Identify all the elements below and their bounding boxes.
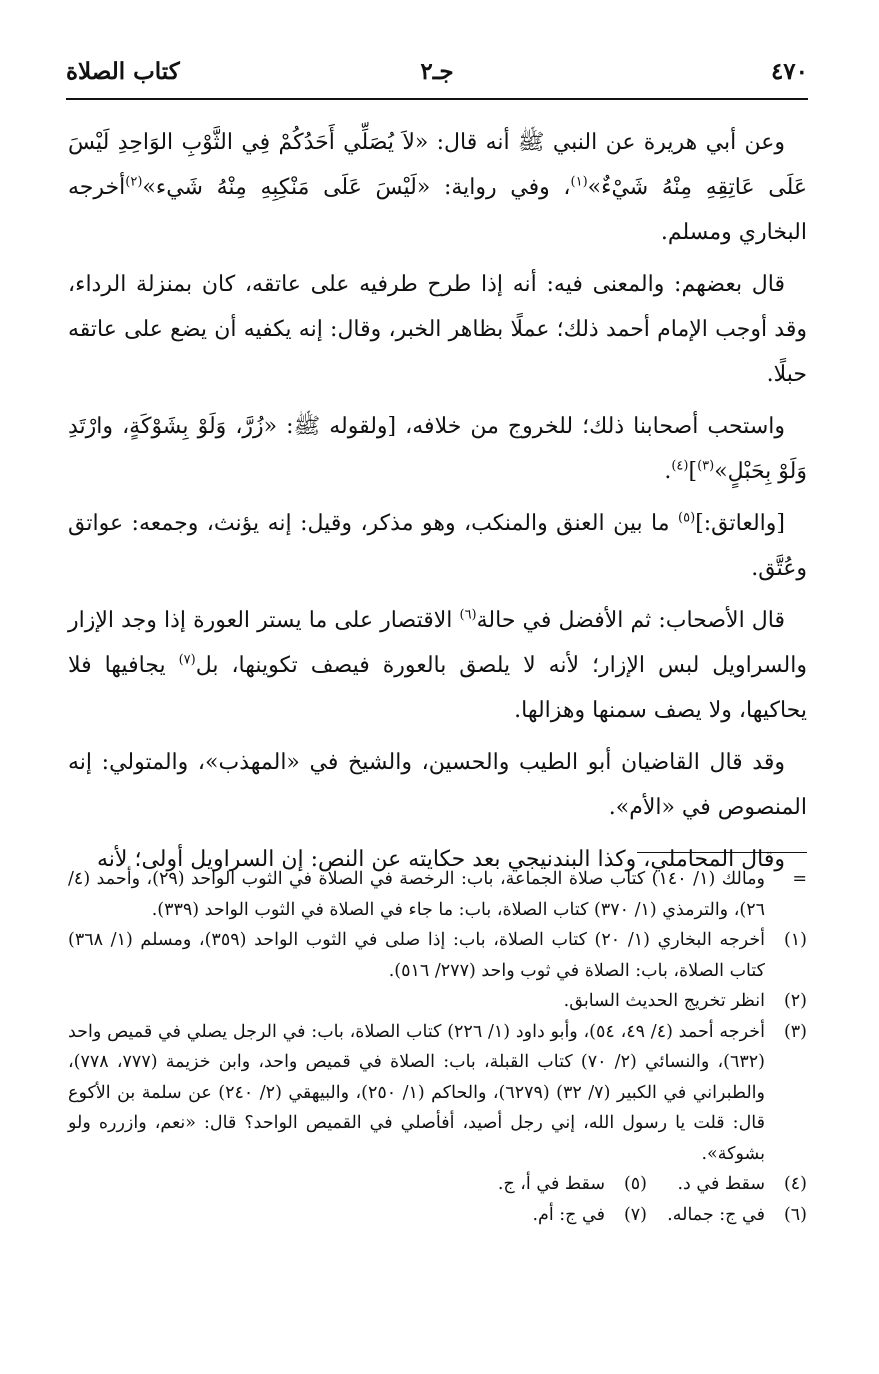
paragraph-text: ، وفي رواية: «لَيْسَ عَلَى مَنْكِبِهِ مِنْهُ شَيء»: [142, 175, 571, 200]
footnote-pair-4-5: [68, 1169, 807, 1200]
footnote-text: أخرجه البخاري (١/ ٢٠) كتاب الصلاة، باب: إذا صلى في الثوب الواحد (٣٥٩)، ومسلم (١/ ٣٦٨) كتاب الصلاة، باب: الصلاة في ثوب واحد (٢٧٧/ ٥١٦).: [68, 930, 765, 981]
paragraph-5: [68, 598, 807, 733]
footnote-2: [68, 986, 807, 1017]
running-header: [66, 58, 808, 96]
footnote-text: أخرجه أحمد (٤/ ٤٩، ٥٤)، وأبو داود (١/ ٢٢٦) كتاب الصلاة، باب: في الرجل يصلي في قميص واحد (٦٣٢)، والنسائي (٢/ ٧٠) كتاب القبلة، باب: الصلاة في قميص واحد، وابن خزيمة (٧٧٧، ٧٧٨)، والطبراني في الكبير (٧/ ٣٢) (٦٢٧٩)، والحاكم (١/ ٢٥٠)، والبيهقي (٢/ ٢٤٠) عن سلمة بن الأكوع قال: قلت يا رسول الله، إني رجل أصيد، أفأصلي في القميص الواحد؟ قال: «نعم، وازرره ولو بشوكة».: [68, 1021, 765, 1164]
page-number: ٤٧٠: [770, 58, 808, 85]
paragraph-text: وقد قال القاضيان أبو الطيب والحسين، والشيخ في «المهذب»، والمتولي: إنه المنصوص في «الأم».: [68, 750, 807, 820]
footnote-number: (١): [783, 930, 807, 950]
continuation-mark: =: [792, 869, 807, 889]
footnote-text: ومالك (١/ ١٤٠) كتاب صلاة الجماعة، باب: الرخصة في الصلاة في الثوب الواحد (٢٩)، وأحمد (٤/ ٢٦)، والترمذي (١/ ٣٧٠) كتاب الصلاة، باب: ما جاء في الصلاة في الثوب الواحد (٣٣٩).: [68, 869, 765, 920]
paragraph-6: [68, 740, 807, 830]
footnote-continuation: [68, 864, 807, 925]
paragraph-text: أخرجه البخاري ومسلم.: [68, 175, 807, 245]
paragraph-3: [68, 404, 807, 494]
paragraph-text: .: [664, 459, 672, 484]
footnote-pair-6-7: [68, 1200, 807, 1231]
paragraph-text: الاقتصار على ما يستر العورة إذا وجد الإزار والسراويل لبس الإزار؛ لأنه لا يلصق بالعورة فيصف تكوينها، بل: [68, 608, 807, 678]
paragraph-text: يجافيها فلا يحاكيها، ولا يصف سمنها وهزالها.: [68, 653, 807, 723]
paragraph-text: ]: [688, 459, 698, 484]
paragraph-4: [68, 501, 807, 591]
footnote-number: (٦): [783, 1204, 807, 1225]
footnote-text: في ج: جماله.: [667, 1204, 765, 1225]
paragraph-text: قال بعضهم: والمعنى فيه: أنه إذا طرح طرفيه على عاتقه، كان بمنزلة الرداء، وقد أوجب الإمام أحمد ذلك؛ عملًا بظاهر الخبر، وقال: إنه يكفيه أن يضع على عاتقه حبلًا.: [68, 272, 807, 387]
paragraph-text: [والعاتق:]: [695, 511, 785, 536]
footnote-marker: (٢): [125, 174, 143, 190]
header-divider: [66, 98, 808, 100]
footnote-number: (٥): [623, 1174, 647, 1194]
book-title: كتاب الصلاة: [66, 58, 180, 85]
footnote-marker: (٧): [178, 652, 196, 668]
footnote-divider: [637, 852, 807, 853]
footnote-marker: (٦): [459, 607, 477, 623]
footnote-number: (٣): [783, 1021, 807, 1042]
footnote-1: [68, 925, 807, 986]
paragraph-text: وقال المحاملي، وكذا البندنيجي بعد حكايته عن النص: إن السراويل أولى؛ لأنه: [97, 847, 785, 872]
footnote-marker: (٥): [678, 510, 696, 526]
footnote-number: (٧): [623, 1204, 647, 1225]
footnote-marker: (٣): [697, 458, 715, 474]
paragraph-text: وعن أبي هريرة عن النبي ﷺ أنه قال: «لاَ يُصَلِّي أَحَدُكُمْ فِي الثَّوْبِ الوَاحِدِ لَيْسَ عَلَى عَاتِقِهِ مِنْهُ شَيْءٌ»: [68, 130, 807, 200]
footnote-marker: (١): [570, 174, 588, 190]
paragraph-text: قال الأصحاب: ثم الأفضل في حالة: [476, 608, 785, 633]
footnote-number: (٢): [783, 991, 807, 1011]
volume-label: جـ٢: [420, 58, 454, 85]
footnote-text: انظر تخريج الحديث السابق.: [563, 991, 765, 1011]
paragraph-2: [68, 262, 807, 397]
footnote-marker: (٤): [671, 458, 689, 474]
paragraph-text: واستحب أصحابنا ذلك؛ للخروج من خلافه، [ولقوله ﷺ: «زُرَّ، وَلَوْ بِشَوْكَةٍ، وارْتَدِ وَلَوْ بِحَبْلٍ»: [68, 414, 807, 484]
footnote-text: سقط في د.: [677, 1174, 765, 1194]
footnote-number: (٤): [783, 1174, 807, 1194]
footnote-3: [68, 1017, 807, 1170]
main-text: [68, 120, 807, 889]
footnote-text: في ج: أم.: [532, 1204, 605, 1225]
footnotes: [68, 864, 807, 1230]
paragraph-text: ما بين العنق والمنكب، وهو مذكر، وقيل: إنه يؤنث، وجمعه: عواتق وعُتَّق.: [68, 511, 807, 581]
paragraph-1: [68, 120, 807, 255]
footnote-text: سقط في أ، ج.: [497, 1174, 605, 1194]
